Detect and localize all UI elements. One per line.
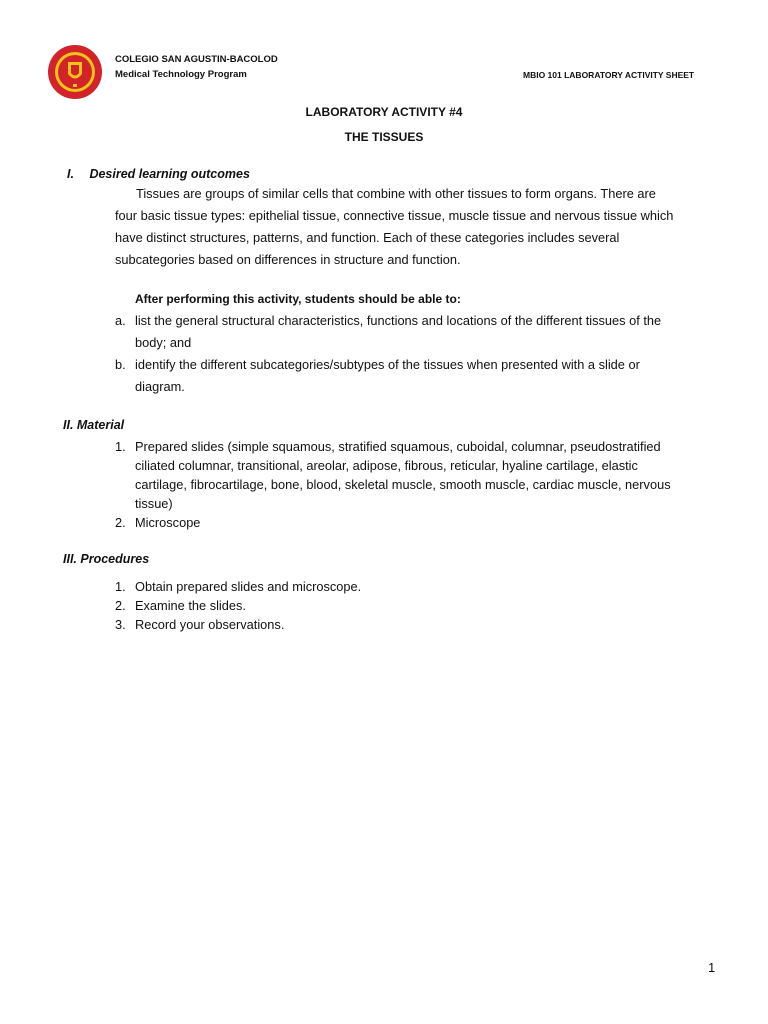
list-item-text: body; and [135,335,192,350]
school-seal-logo [47,44,103,100]
list-item [115,354,735,398]
list-marker: a. [115,313,126,328]
section-1-numeral: I. [67,167,74,181]
list-item-text: tissue) [135,496,173,511]
page-number: 1 [708,960,716,975]
list-item-text: Examine the slides. [135,598,246,613]
section-2-heading: II. Material [63,418,125,432]
topic-title: THE TISSUES [344,130,424,144]
section-3-heading: III. Procedures [63,552,150,566]
school-name: COLEGIO SAN AGUSTIN-BACOLOD [115,54,278,65]
list-marker: 2. [115,598,126,613]
list-item-text: diagram. [135,379,185,394]
section-1-paragraph [115,183,755,271]
list-item-text: Prepared slides (simple squamous, stratified squamous, cuboidal, columnar, pseudostratified [135,439,661,454]
paragraph-line: four basic tissue types: epithelial tissue, connective tissue, muscle tissue and nervous tissue which [115,208,674,223]
list-item [115,437,735,513]
list-item-text: cartilage, fibrocartilage, bone, blood, skeletal muscle, smooth muscle, cardiac muscle, nervous [135,477,671,492]
paragraph-line: subcategories based on differences in structure and function. [115,252,461,267]
paragraph-line: have distinct structures, patterns, and function. Each of these categories includes several [115,230,620,245]
list-marker: 3. [115,617,126,632]
list-marker: 1. [115,579,126,594]
list-item [115,596,735,615]
list-item-text: Record your observations. [135,617,285,632]
list-item-text: Obtain prepared slides and microscope. [135,579,362,594]
section-1-title: Desired learning outcomes [89,167,250,181]
materials-list [115,437,735,532]
list-item [115,513,735,532]
paragraph-line: Tissues are groups of similar cells that combine with other tissues to form organs. There are [136,186,656,201]
sheet-label: MBIO 101 LABORATORY ACTIVITY SHEET [523,70,695,80]
activity-title: LABORATORY ACTIVITY #4 [305,105,463,119]
list-item [115,615,735,634]
outcomes-list [115,310,735,398]
list-item-text: ciliated columnar, transitional, areolar, adipose, fibrous, reticular, hyaline cartilage, elastic [135,458,638,473]
list-item-text: Microscope [135,515,201,530]
section-1-heading [67,167,250,181]
list-marker: 2. [115,515,126,530]
list-item [115,577,735,596]
program-name: Medical Technology Program [115,69,247,80]
list-item-text: identify the different subcategories/subtypes of the tissues when presented with a slide or [135,357,640,372]
list-marker: b. [115,357,126,372]
list-marker: 1. [115,439,126,454]
list-item-text: list the general structural characteristics, functions and locations of the different tissues of the [135,313,662,328]
outcomes-intro: After performing this activity, students should be able to: [135,292,461,306]
list-item [115,310,735,354]
procedures-list [115,577,735,634]
